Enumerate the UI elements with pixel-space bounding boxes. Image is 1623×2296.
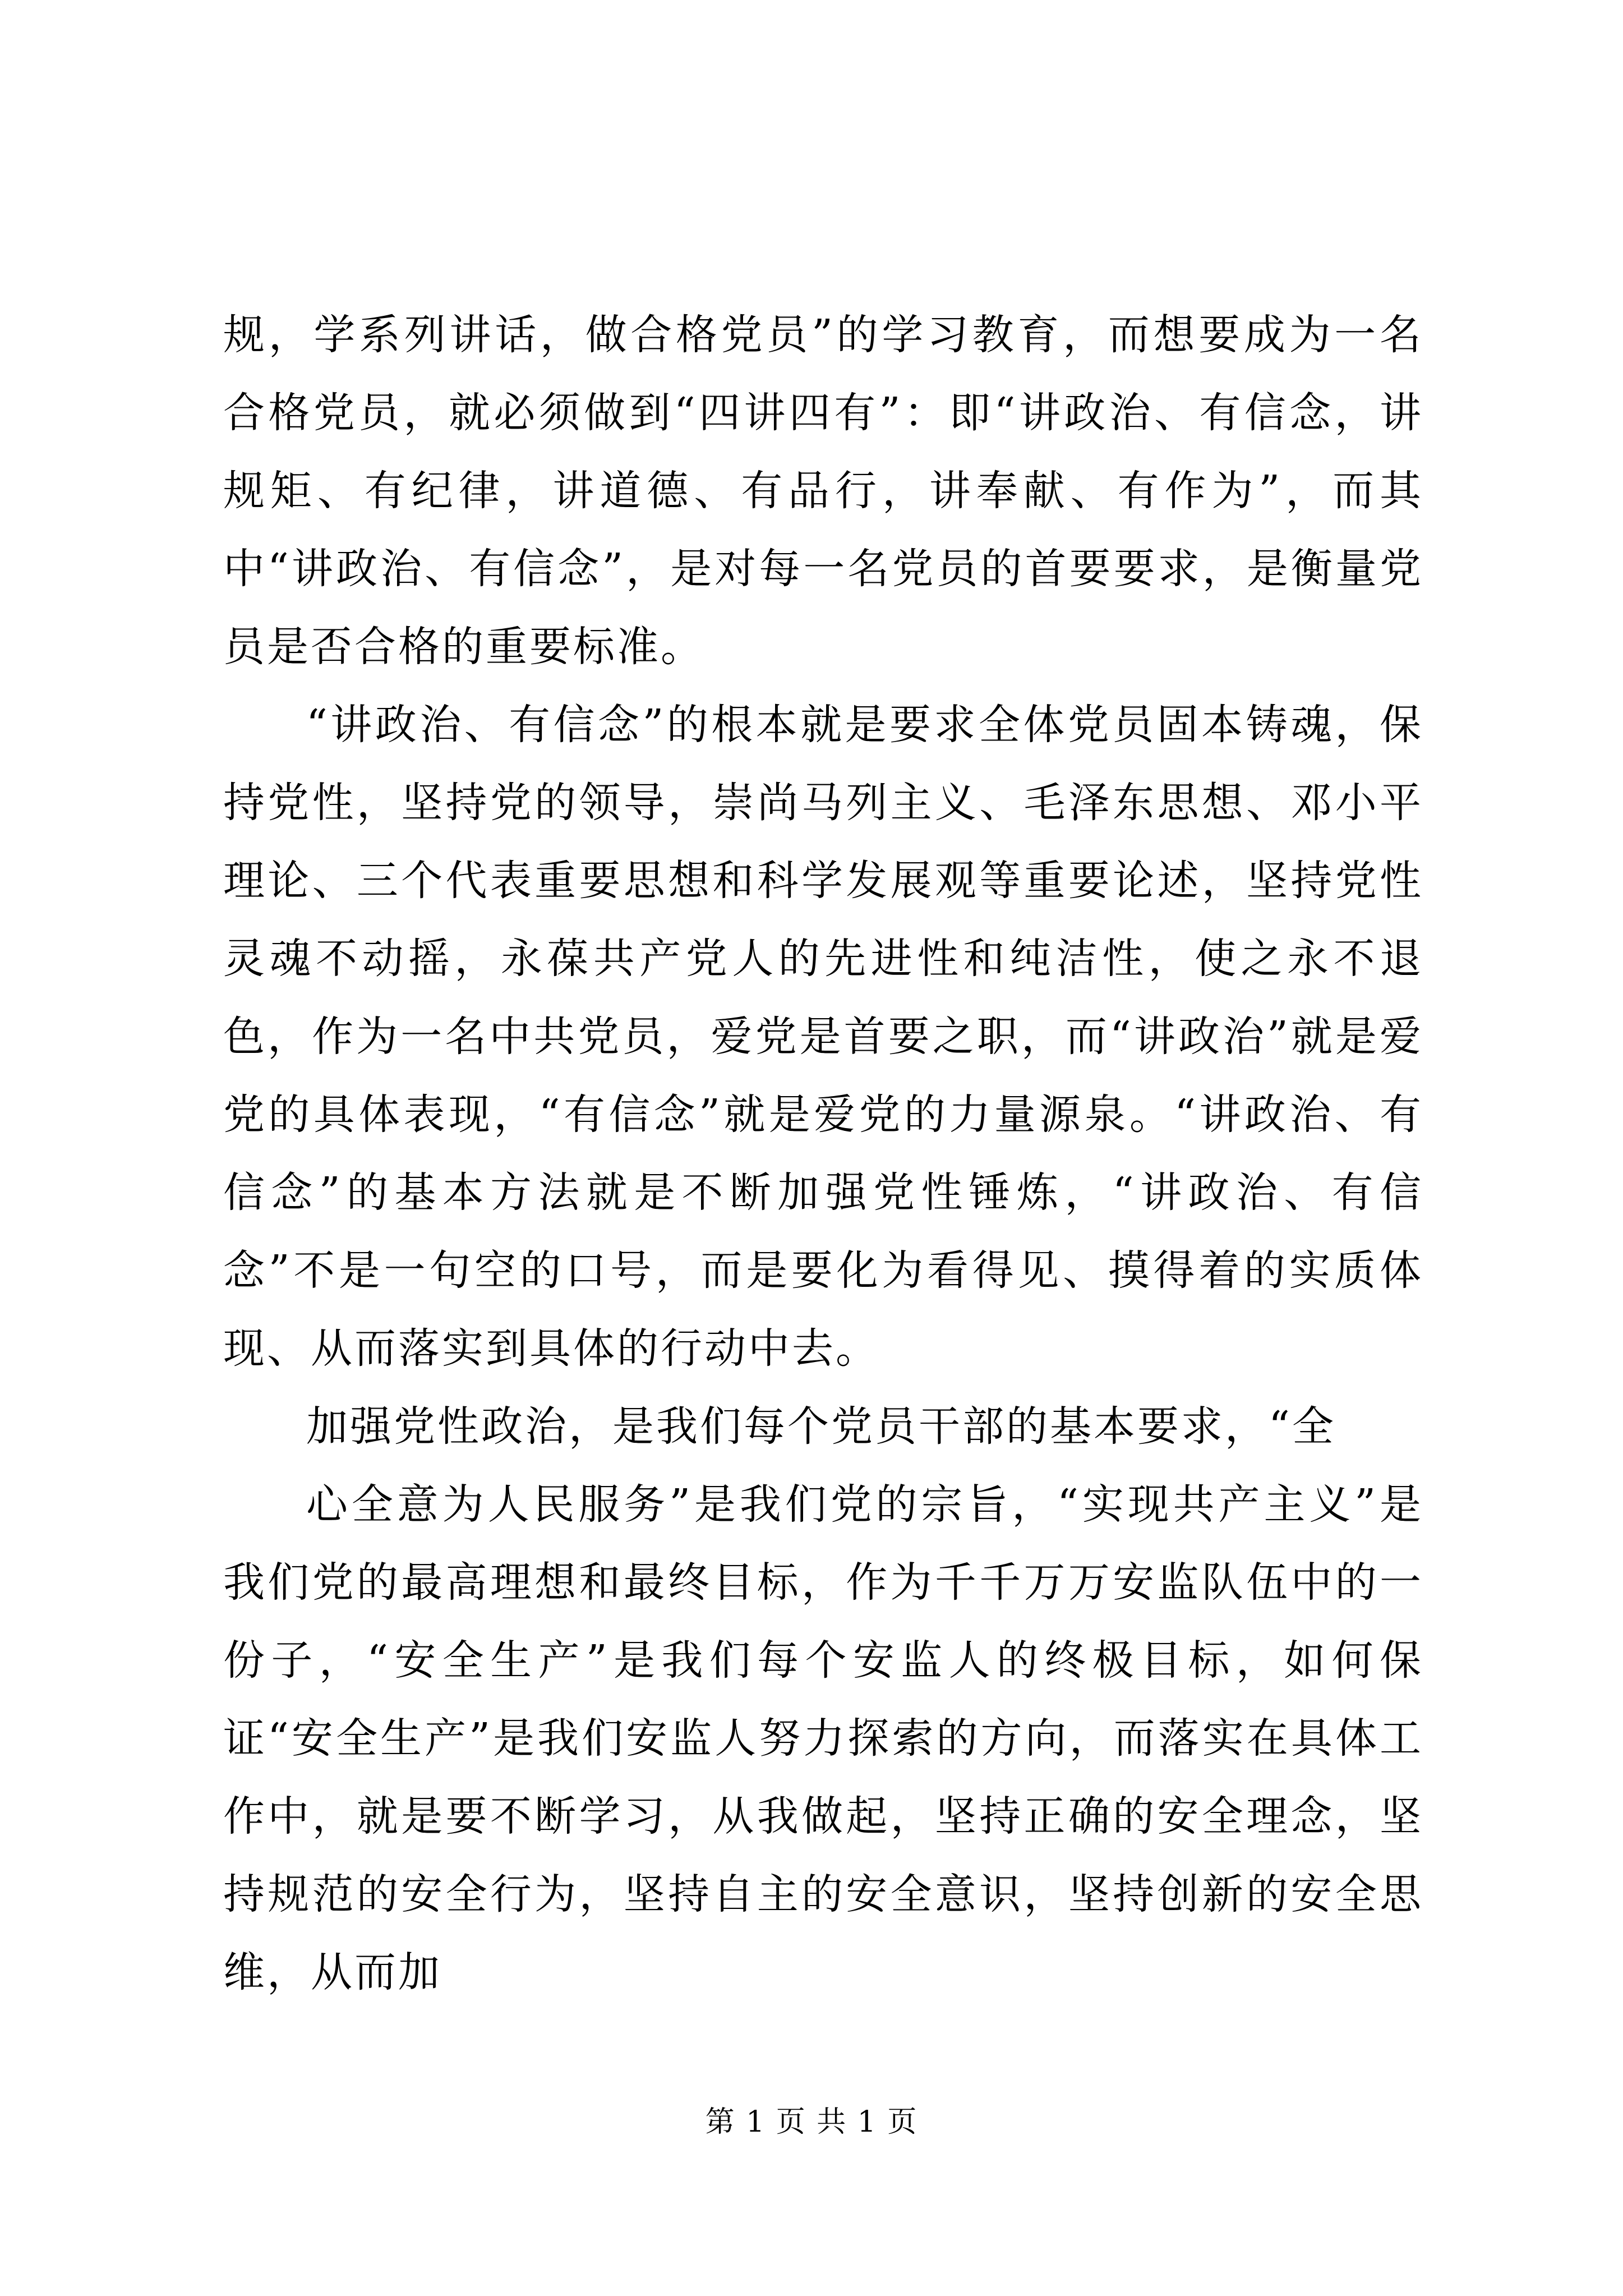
- paragraph-4: 心全意为人民服务”是我们党的宗旨，“实现共产主义”是我们党的最高理想和最终目标，作为千千万万安监队伍中的一份子，“安全生产”是我们每个安监人的终极目标，如何保证“安全生产”是我们安监人努力探索的方向，而落实在具体工作中，就是要不断学习，从我做起，坚持正确的安全理念，坚持规范的安全行为，坚持自主的安全意识，坚持创新的安全思维，从而加: [223, 1480, 1423, 1996]
- paragraph-2: “讲政治、有信念”的根本就是要求全体党员固本铸魂，保持党性，坚持党的领导，崇尚马列主义、毛泽东思想、邓小平理论、三个代表重要思想和科学发展观等重要论述，坚持党性灵魂不动摇，永葆共产党人的先进性和纯洁性，使之永不退色，作为一名中共党员，爱党是首要之职，而“讲政治”就是爱党的具体表现，“有信念”就是爱党的力量源泉。“讲政治、有信念”的基本方法就是不断加强党性锤炼，“讲政治、有信念”不是一句空的口号，而是要化为看得见、摸得着的实质体现、从而落实到具体的行动中去。: [223, 701, 1423, 1373]
- paragraph-3: 加强党性政治，是我们每个党员干部的基本要求，“全: [306, 1402, 1336, 1451]
- paragraph-1: 规，学系列讲话，做合格党员”的学习教育，而想要成为一名合格党员，就必须做到“四讲四有”：即“讲政治、有信念，讲规矩、有纪律，讲道德、有品行，讲奉献、有作为”，而其中“讲政治、有信念”，是对每一名党员的首要要求，是衡量党员是否合格的重要标准。: [223, 311, 1423, 671]
- document-body: [223, 296, 1423, 2012]
- page-footer: 第 1 页 共 1 页: [705, 2105, 918, 2139]
